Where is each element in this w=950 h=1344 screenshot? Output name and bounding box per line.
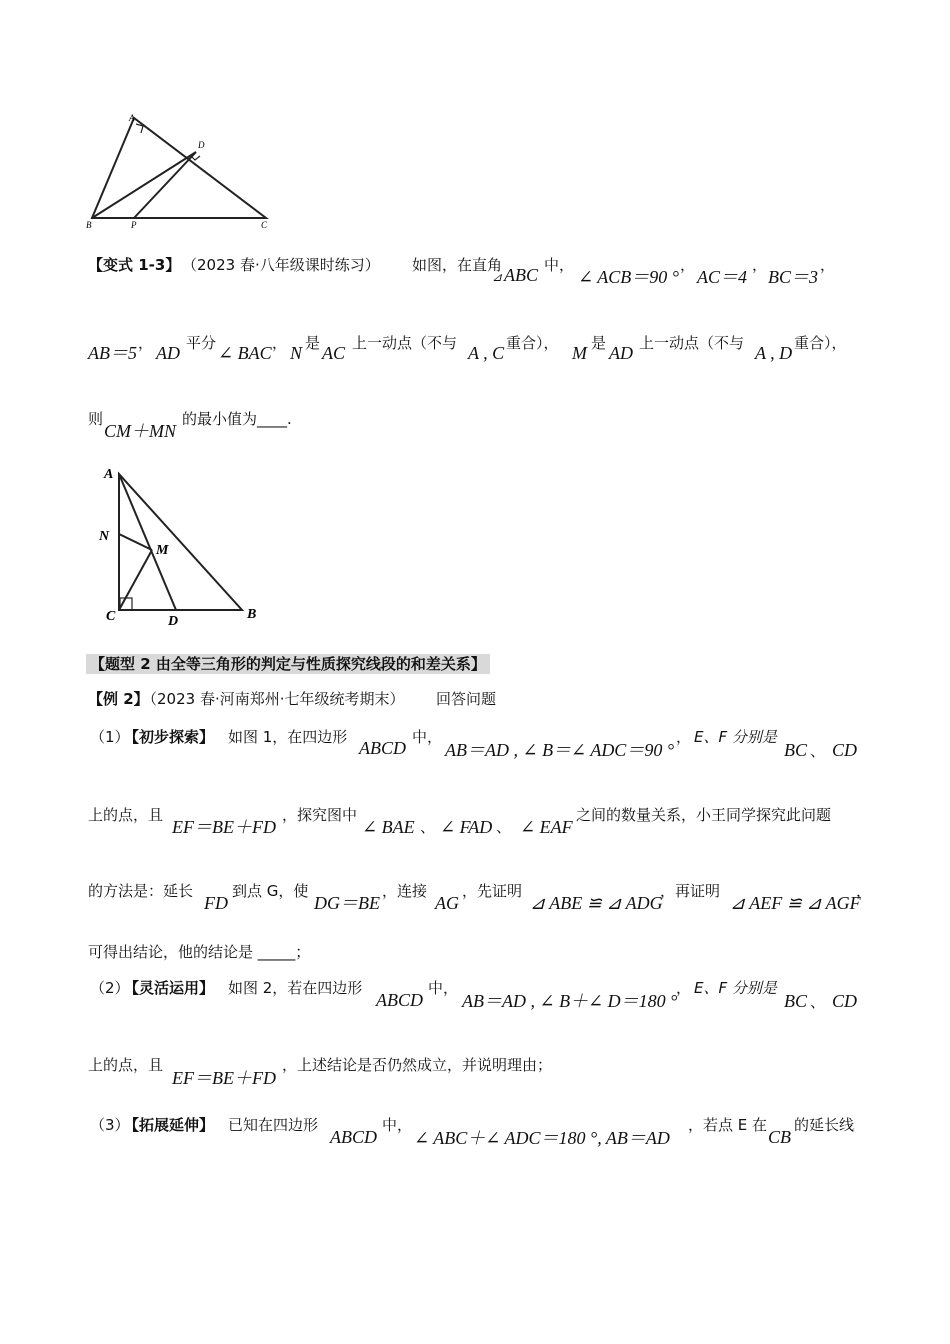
math-cb: CB — [768, 1127, 792, 1147]
text-fragment: E、F 分别是 — [694, 979, 777, 997]
text-fragment: 中， — [382, 1116, 413, 1134]
text-fragment: ， — [856, 882, 872, 900]
label-b: B — [86, 220, 92, 230]
label-d: D — [168, 614, 179, 629]
math-ad: AD — [609, 343, 633, 363]
math-ac: AC＝4 — [697, 267, 748, 287]
label-m: M — [156, 543, 169, 558]
text-fragment: ， — [272, 334, 288, 352]
variant-source: （2023 春·八年级课时练习） — [182, 256, 380, 274]
math-congruent-1: ⊿ ABE ≌ ⊿ ADG — [530, 893, 663, 913]
math-bc: BC — [784, 740, 808, 760]
text-fragment: 已知在四边形 — [228, 1116, 319, 1134]
label-b: B — [247, 607, 257, 622]
text-fragment: 、 — [496, 818, 512, 836]
math-m: M — [572, 343, 587, 363]
text-fragment: 中， — [412, 728, 443, 746]
math-angle-acb: ∠ ACB＝90 ° — [578, 267, 679, 287]
text-fragment: 的最小值为____. — [182, 410, 292, 428]
text-fragment: 、 — [810, 993, 826, 1011]
segment-ad — [119, 474, 176, 610]
text-fragment: 之间的数量关系，小王同学探究此问题 — [576, 806, 832, 824]
math-dg-eq: DG＝BE — [314, 893, 380, 913]
variant-tag: 【变式 1-3】 — [88, 256, 181, 274]
label-d: D — [198, 140, 205, 150]
text-fragment: 如图，在直角 — [412, 256, 503, 274]
figure-triangle-anmcdb — [96, 462, 268, 630]
section-heading: 【题型 2 由全等三角形的判定与性质探究线段的和差关系】 — [86, 654, 490, 674]
text-fragment: ，探究图中 — [282, 806, 358, 824]
text-fragment: 、 — [810, 742, 826, 760]
math-cm-mn: CM＋MN — [104, 421, 176, 441]
math-a-d: A , D — [755, 343, 793, 363]
math-abcd: ABCD — [376, 990, 423, 1010]
text-fragment: ，连接 — [382, 882, 428, 900]
text-fragment: ， — [676, 728, 692, 746]
label-c: C — [261, 220, 268, 230]
math-cd: CD — [832, 740, 858, 760]
text-fragment: ， — [680, 256, 696, 274]
text-fragment: 如图 1，在四边形 — [228, 728, 348, 746]
text-fragment: E、F 分别是 — [694, 728, 777, 746]
text-fragment: 如图 2，若在四边形 — [228, 979, 363, 997]
text-fragment: 上一动点（不与 — [352, 334, 458, 352]
text-fragment: 上一动点（不与 — [639, 334, 745, 352]
text-fragment: 平分 — [186, 334, 217, 352]
right-angle-mark-a — [136, 124, 143, 133]
math-angle-bae: ∠ BAE — [362, 817, 415, 837]
math-cd: CD — [832, 991, 858, 1011]
math-angle-eaf: ∠ EAF — [520, 817, 573, 837]
math-condition: AB＝AD , ∠ B＋∠ D＝180 ° — [462, 991, 678, 1011]
text-fragment: 上的点，且 — [88, 1056, 164, 1074]
segment-cm — [119, 550, 152, 610]
part-prefix: （2） — [90, 979, 130, 997]
example-title: 回答问题 — [436, 690, 497, 708]
example-source: （2023 春·河南郑州·七年级统考期末） — [142, 690, 405, 708]
text-fragment: ，若点 E 在 — [688, 1116, 768, 1134]
text-fragment: 重合）， — [794, 334, 847, 352]
label-c: C — [106, 609, 116, 624]
math-condition: ∠ ABC＋∠ ADC＝180 °, AB＝AD — [414, 1128, 670, 1148]
text-fragment: ， — [138, 334, 154, 352]
part-prefix: （1） — [90, 728, 130, 746]
triangle-abc — [92, 118, 266, 218]
math-ag: AG — [435, 893, 459, 913]
math-n: N — [290, 343, 303, 363]
part1-line4: 可得出结论，他的结论是 _____； — [88, 943, 311, 961]
math-ac: AC — [322, 343, 346, 363]
example-tag: 【例 2】 — [88, 690, 149, 708]
text-fragment: 中， — [428, 979, 459, 997]
math-ab: AB＝5 — [88, 343, 137, 363]
label-n: N — [99, 529, 110, 544]
part-tag: 【灵活运用】 — [124, 979, 215, 997]
math-ad: AD — [156, 343, 180, 363]
label-a: A — [129, 113, 135, 123]
triangle-symbol: ⊿ — [492, 270, 503, 284]
math-angle-bac: ∠ BAC — [218, 343, 272, 363]
text-fragment: 的延长线 — [794, 1116, 855, 1134]
text-fragment: 、 — [420, 818, 436, 836]
text-fragment: ，上述结论是否仍然成立，并说明理由； — [282, 1056, 553, 1074]
math-condition: AB＝AD , ∠ B＝∠ ADC＝90 ° — [445, 740, 675, 760]
text-fragment: 则 — [88, 410, 104, 428]
figure-triangle-abcdp — [84, 108, 284, 230]
math-abcd: ABCD — [359, 738, 406, 758]
text-fragment: 是 — [591, 334, 607, 352]
text-fragment: 中， — [544, 256, 575, 274]
label-a: A — [104, 467, 114, 482]
part-prefix: （3） — [90, 1116, 130, 1134]
math-angle-fad: ∠ FAD — [440, 817, 493, 837]
text-fragment: ，再证明 — [660, 882, 721, 900]
math-a-c: A , C — [468, 343, 505, 363]
math-ef-eq: EF＝BE＋FD — [172, 1068, 276, 1088]
text-fragment: ， — [820, 256, 836, 274]
math-congruent-2: ⊿ AEF ≌ ⊿ AGF — [730, 893, 861, 913]
text-fragment: 是 — [305, 334, 321, 352]
math-bc: BC＝3 — [768, 267, 819, 287]
math-bc: BC — [784, 991, 808, 1011]
math-fd: FD — [204, 893, 228, 913]
text-fragment: ，先证明 — [462, 882, 523, 900]
text-fragment: 上的点，且 — [88, 806, 164, 824]
text-fragment: ， — [676, 979, 692, 997]
math-abcd: ABCD — [330, 1127, 377, 1147]
part-tag: 【拓展延伸】 — [124, 1116, 215, 1134]
text-fragment: 的方法是：延长 — [88, 882, 194, 900]
text-fragment: 到点 G，使 — [232, 882, 309, 900]
text-fragment: 重合）， — [506, 334, 559, 352]
math-ef-eq: EF＝BE＋FD — [172, 817, 276, 837]
part-tag: 【初步探索】 — [124, 728, 215, 746]
text-fragment: ， — [752, 256, 768, 274]
math-abc: ABC — [504, 265, 538, 285]
label-p: P — [131, 220, 137, 230]
